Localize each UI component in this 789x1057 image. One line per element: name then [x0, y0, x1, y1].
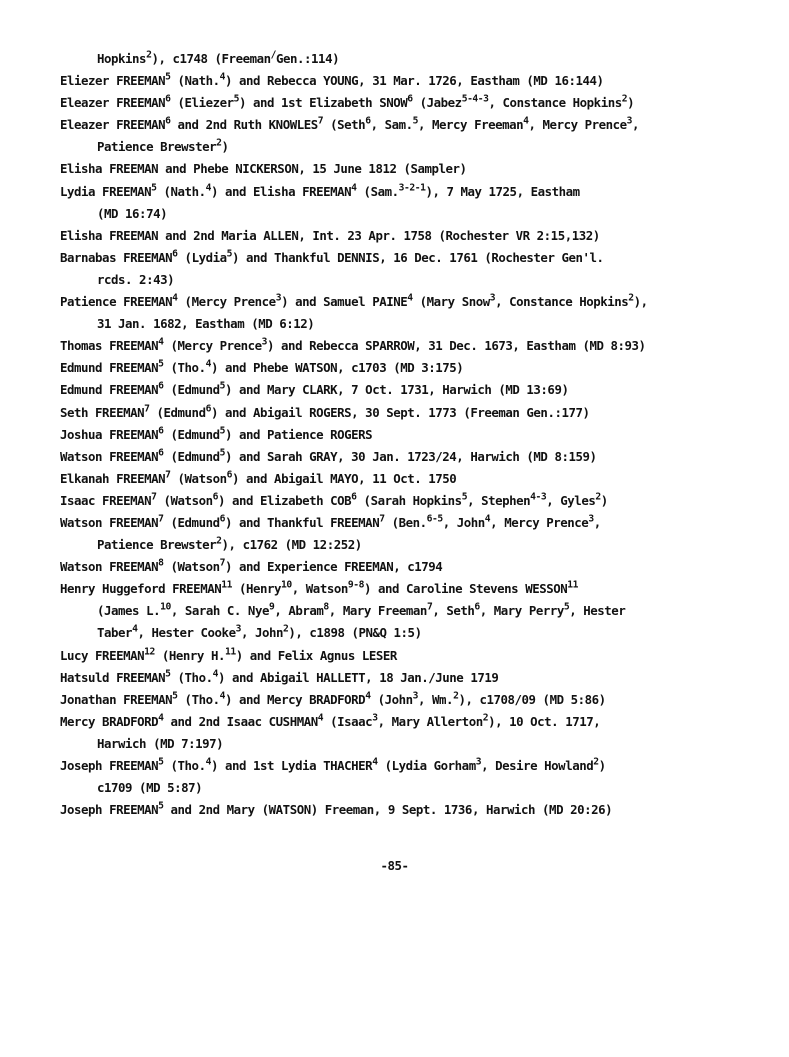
record-line	[60, 247, 770, 269]
record-text: (Edmund	[163, 514, 220, 530]
record-text: Eleazer FREEMAN	[60, 117, 166, 133]
record-text: (Tho.	[177, 691, 220, 707]
record-text: Harwich (MD 7:197)	[97, 735, 224, 751]
record-text: ), 7 May 1725, Eastham	[425, 183, 580, 199]
generation-superscript: 7	[379, 513, 385, 525]
record-text: Eliezer FREEMAN	[60, 73, 166, 89]
record-text: ) and Experience FREEMAN, c1794	[224, 559, 443, 575]
record-text: , Mary Freeman	[328, 603, 427, 619]
generation-superscript: 7	[426, 602, 433, 614]
record-continuation-line	[60, 534, 770, 556]
record-text: (Mercy Prence	[177, 294, 276, 310]
record-text: ) and Patience ROGERS	[224, 426, 373, 442]
record-line	[60, 578, 770, 600]
generation-superscript: 5	[461, 491, 468, 503]
record-text: (Henry H.	[154, 647, 225, 663]
record-text: (Henry	[231, 581, 282, 597]
record-text: ) and Elisha FREEMAN	[210, 183, 352, 199]
record-text: Elkanah FREEMAN	[60, 470, 166, 486]
record-text: and 2nd Isaac CUSHMAN	[163, 713, 318, 729]
generation-superscript: 5	[233, 93, 239, 105]
record-line	[60, 667, 770, 689]
record-text: ) and Abigail MAYO, 11 Oct. 1750	[232, 470, 457, 486]
record-line	[60, 645, 770, 667]
record-text: Henry Huggeford FREEMAN	[60, 581, 222, 597]
generation-superscript: 4	[158, 712, 164, 724]
record-text: (Nath.	[156, 183, 206, 199]
record-line	[60, 689, 770, 711]
record-line	[60, 114, 770, 136]
generation-superscript: 3	[626, 115, 633, 127]
generation-superscript: 6	[365, 115, 371, 127]
generation-superscript: 7	[158, 513, 164, 525]
generation-superscript: 4	[372, 756, 378, 768]
record-line	[60, 225, 770, 247]
record-text: Eleazer FREEMAN	[60, 95, 166, 111]
record-line	[60, 799, 770, 821]
record-text: , Mercy Prence	[490, 514, 589, 530]
record-text: , John	[240, 625, 284, 641]
generation-superscript: 3	[412, 690, 418, 702]
record-text: ,	[632, 117, 640, 133]
generation-superscript: 6	[165, 115, 171, 127]
generation-superscript: 6-5	[426, 513, 443, 525]
generation-superscript: 2	[595, 491, 601, 503]
record-text: , Stephen	[467, 492, 531, 508]
record-text: ) and Thankful FREEMAN	[224, 514, 380, 530]
record-text: c1709 (MD 5:87)	[97, 780, 203, 796]
generation-superscript: 8	[323, 602, 329, 614]
generation-superscript: 2	[453, 690, 459, 702]
record-text: ) and Phebe WATSON, c1703 (MD 3:175)	[210, 360, 464, 376]
generation-superscript: 4	[132, 624, 138, 636]
record-line	[60, 402, 770, 424]
record-text: ), c1708/09 (MD 5:86)	[458, 691, 606, 707]
generation-superscript: 5	[563, 602, 570, 614]
record-text: (Eliezer	[170, 95, 234, 111]
generation-superscript: 2	[146, 49, 152, 61]
record-text: Mercy BRADFORD	[60, 713, 159, 729]
generation-superscript: 3	[235, 624, 241, 636]
record-text: ), c1762 (MD 12:252)	[221, 537, 362, 553]
generation-superscript: 4	[172, 292, 178, 304]
record-line	[60, 357, 770, 379]
generation-superscript: 6	[226, 469, 232, 481]
record-continuation-line	[60, 622, 770, 644]
record-text: ) and 1st Elizabeth SNOW	[239, 95, 408, 111]
record-text: Hatsuld FREEMAN	[60, 669, 166, 685]
generation-superscript: 4	[158, 336, 164, 348]
record-continuation-line	[60, 313, 770, 335]
record-text: (MD 16:74)	[97, 205, 168, 221]
record-text: ) and Mary CLARK, 7 Oct. 1731, Harwich (MD 13:69)	[224, 382, 569, 398]
record-line	[60, 512, 770, 534]
record-text: ) and Caroline Stevens WESSON	[363, 581, 568, 597]
record-text: Lucy FREEMAN	[60, 647, 145, 663]
generation-superscript: 2	[593, 756, 599, 768]
record-text: (Watson	[170, 470, 227, 486]
record-text: Gen.:114)	[276, 51, 340, 66]
generation-superscript: 9	[268, 602, 275, 614]
record-text: (Watson	[156, 492, 213, 508]
record-text: , Mary Perry	[479, 603, 564, 619]
record-text: Barnabas FREEMAN	[60, 249, 173, 265]
record-text: ) and Felix Agnus LESER	[235, 647, 397, 663]
record-text: , John	[442, 514, 485, 530]
record-text: (Sarah Hopkins	[356, 492, 462, 508]
generation-superscript: 4	[407, 292, 413, 304]
record-text: Hopkins	[97, 51, 147, 66]
generation-superscript: 5	[219, 447, 225, 459]
generation-superscript: 8	[158, 557, 164, 569]
generation-superscript: 6	[158, 447, 164, 459]
generation-superscript: 3	[261, 336, 268, 348]
generation-superscript: 7	[144, 403, 150, 415]
record-line	[60, 711, 770, 733]
record-continuation-line	[60, 600, 770, 622]
generation-superscript: 10	[281, 579, 292, 591]
record-text: (Watson	[163, 559, 220, 575]
record-text: Jonathan FREEMAN	[60, 691, 173, 707]
record-text: Elisha FREEMAN and Phebe NICKERSON, 15 June 1812 (Sampler)	[60, 161, 467, 177]
record-text: ) and Abigail HALLETT, 18 Jan./June 1719	[217, 669, 499, 685]
record-text: , Constance Hopkins	[495, 294, 629, 310]
record-text: 31 Jan. 1682, Eastham (MD 6:12)	[97, 316, 315, 332]
record-line	[60, 70, 770, 92]
record-text: (Tho.	[170, 669, 213, 685]
generation-superscript: 6	[351, 491, 357, 503]
record-text: )	[627, 95, 635, 111]
record-text: Edmund FREEMAN	[60, 360, 159, 376]
record-text: (Lydia Gorham	[377, 758, 476, 773]
record-text: (Edmund	[149, 404, 206, 420]
generation-superscript: 4	[351, 182, 357, 194]
record-text: (Mary Snow	[412, 294, 490, 310]
generation-superscript: 3	[475, 756, 482, 768]
record-text: Joshua FREEMAN	[60, 426, 159, 442]
generation-superscript: 3-2-1	[398, 182, 426, 194]
generation-superscript: 5	[165, 71, 171, 83]
generation-superscript: 7	[165, 469, 171, 481]
generation-superscript: 6	[205, 403, 211, 415]
record-text: Seth FREEMAN	[60, 404, 145, 420]
record-text: )	[600, 492, 608, 508]
record-text: ) and Rebecca YOUNG, 31 Mar. 1726, Eastham (MD 16:144)	[224, 73, 604, 89]
record-text: Thomas FREEMAN	[60, 338, 159, 354]
record-text: ) and Elizabeth COB	[217, 492, 352, 508]
generation-superscript: 5-4-3	[461, 93, 489, 105]
record-line	[60, 468, 770, 490]
generation-superscript: 5	[151, 182, 157, 194]
record-text: ) and Thankful DENNIS, 16 Dec. 1761 (Rochester Gen'l.	[232, 249, 604, 265]
record-line	[60, 446, 770, 468]
record-line	[60, 490, 770, 512]
record-text: , Mercy Prence	[528, 117, 627, 133]
record-text: (Sam.	[356, 183, 399, 199]
record-line	[60, 424, 770, 446]
record-text: ) and Sarah GRAY, 30 Jan. 1723/24, Harwich (MD 8:159)	[224, 448, 597, 464]
record-text: Watson FREEMAN	[60, 448, 159, 464]
record-text: Elisha FREEMAN and 2nd Maria ALLEN, Int. 23 Apr. 1758 (Rochester VR 2:15,132)	[60, 227, 600, 243]
record-line	[60, 291, 770, 313]
record-text: ) and 1st Lydia THACHER	[210, 758, 373, 773]
record-text: Isaac FREEMAN	[60, 492, 152, 508]
generation-superscript: 6	[407, 93, 413, 105]
record-text: (Tho.	[163, 360, 206, 376]
generation-superscript: 2	[628, 292, 634, 304]
record-line	[60, 556, 770, 578]
generation-superscript: 4	[205, 182, 211, 194]
record-text: Taber	[97, 625, 133, 641]
record-text: , Abram	[274, 603, 324, 619]
record-continuation-line	[60, 203, 770, 225]
record-text: , Wm.	[418, 691, 454, 707]
record-text: ), c1898 (PN&Q 1:5)	[288, 625, 422, 641]
record-text: (Tho.	[163, 758, 206, 773]
record-text: (Jabez	[412, 95, 462, 111]
record-text: Patience Brewster	[97, 537, 217, 553]
record-text: and 2nd Ruth KNOWLES	[170, 117, 318, 133]
generation-superscript: 5	[158, 756, 164, 768]
record-text: Watson FREEMAN	[60, 514, 159, 530]
record-text: , Constance Hopkins	[488, 95, 622, 111]
record-text: Patience FREEMAN	[60, 294, 173, 310]
record-text: , Desire Howland	[481, 758, 594, 773]
generation-superscript: 3	[372, 712, 378, 724]
record-line	[60, 379, 770, 401]
generation-superscript: 5	[172, 690, 178, 702]
record-text: , Sarah C. Nye	[170, 603, 269, 619]
record-text: , Mercy Freeman	[418, 117, 524, 133]
record-text: (John	[370, 691, 413, 707]
generation-superscript: 6	[172, 248, 178, 260]
record-text: (Nath.	[170, 73, 220, 89]
generation-superscript: 5	[219, 381, 225, 393]
generation-superscript: 2	[216, 535, 222, 547]
generation-superscript: 7	[151, 491, 157, 503]
generation-superscript: 4	[219, 690, 225, 702]
generation-superscript: 2	[482, 712, 489, 724]
generation-superscript: 6	[219, 513, 225, 525]
generation-superscript: 4	[523, 115, 529, 127]
record-text: (Edmund	[163, 382, 220, 398]
generation-superscript: 3	[588, 513, 594, 525]
generation-superscript: 7	[219, 557, 225, 569]
generation-superscript: 10	[160, 602, 171, 614]
record-text: , Hester	[569, 603, 626, 619]
generation-superscript: 4-3	[530, 491, 547, 503]
record-text: ), 10 Oct. 1717,	[488, 713, 601, 729]
generation-superscript: 7	[317, 115, 324, 127]
record-text: (Edmund	[163, 448, 220, 464]
record-text: Patience Brewster	[97, 139, 217, 155]
generation-superscript: 2	[283, 624, 289, 636]
record-text: Joseph FREEMAN	[60, 758, 159, 773]
record-text: ),	[633, 294, 648, 310]
record-text: , Mary Allerton	[377, 713, 483, 729]
generation-superscript: 6	[474, 602, 480, 614]
generation-superscript: 3	[275, 292, 282, 304]
generation-superscript: 3	[489, 292, 496, 304]
record-text: Lydia FREEMAN	[60, 183, 152, 199]
record-text: (Ben.	[384, 514, 427, 530]
record-text: )	[598, 758, 606, 773]
record-continuation-line	[60, 733, 770, 755]
generation-superscript: 11	[221, 579, 232, 591]
record-text: , Seth	[432, 603, 475, 619]
record-text: (Edmund	[163, 426, 220, 442]
generation-superscript: 11	[224, 646, 236, 658]
record-text: , Gyles	[546, 492, 596, 508]
record-text: (James L.	[97, 603, 161, 619]
generation-superscript: 5	[158, 359, 164, 370]
record-text: and 2nd Mary (WATSON) Freeman, 9 Sept. 1736, Harwich (MD 20:26)	[163, 802, 613, 818]
record-line	[60, 335, 770, 357]
generation-superscript: 9-8	[347, 579, 364, 591]
record-text: (Mercy Prence	[163, 338, 262, 354]
page-number: -85-	[380, 858, 409, 873]
record-text: (Isaac	[323, 713, 373, 729]
record-text: Edmund FREEMAN	[60, 382, 159, 398]
record-continuation-line	[60, 136, 770, 158]
record-text: Joseph FREEMAN	[60, 802, 159, 818]
record-text: )	[221, 139, 229, 155]
record-line	[60, 181, 770, 203]
record-text: (Lydia	[177, 249, 227, 265]
generation-superscript: 4	[219, 71, 225, 83]
record-line	[60, 755, 770, 777]
generation-superscript: 6	[158, 425, 164, 437]
generation-superscript: 4	[212, 668, 218, 680]
generation-superscript: /	[270, 49, 276, 61]
generation-superscript: 4	[484, 513, 491, 525]
record-text: ) and Rebecca SPARROW, 31 Dec. 1673, Eastham (MD 8:93)	[267, 338, 646, 354]
record-line	[60, 92, 770, 114]
generation-superscript: 4	[317, 712, 324, 724]
record-text: , Sam.	[370, 117, 413, 133]
record-text: , Hester Cooke	[137, 625, 236, 641]
record-text: ,	[593, 514, 601, 530]
generation-superscript: 2	[216, 138, 222, 150]
generation-superscript: 5	[165, 668, 171, 680]
generation-superscript: 4	[205, 359, 211, 370]
generation-superscript: 5	[219, 425, 225, 437]
record-line	[60, 158, 770, 180]
generation-superscript: 12	[144, 646, 155, 658]
generation-superscript: 2	[621, 93, 628, 105]
generation-superscript: 5	[412, 115, 418, 127]
generation-superscript: 4	[205, 756, 211, 768]
record-text: ) and Mercy BRADFORD	[224, 691, 366, 707]
generation-superscript: 5	[158, 800, 164, 812]
record-text: ), c1748 (Freeman	[151, 51, 271, 66]
record-text: ) and Samuel PAINE	[281, 294, 408, 310]
generation-superscript: 5	[226, 248, 232, 260]
record-text: Watson FREEMAN	[60, 559, 159, 575]
genealogy-record-list	[60, 48, 770, 821]
record-text: (Seth	[323, 117, 366, 133]
record-text: ) and Abigail ROGERS, 30 Sept. 1773 (Freeman Gen.:177)	[210, 404, 590, 420]
record-continuation-line	[60, 777, 770, 799]
record-continuation-line	[60, 269, 770, 291]
generation-superscript: 6	[212, 491, 218, 503]
record-text: rcds. 2:43)	[97, 271, 175, 287]
generation-superscript: 6	[165, 93, 171, 105]
record-continuation-line	[60, 48, 770, 70]
generation-superscript: 6	[158, 381, 164, 393]
generation-superscript: 4	[365, 690, 371, 702]
generation-superscript: 11	[567, 579, 578, 591]
record-text: , Watson	[291, 581, 348, 597]
